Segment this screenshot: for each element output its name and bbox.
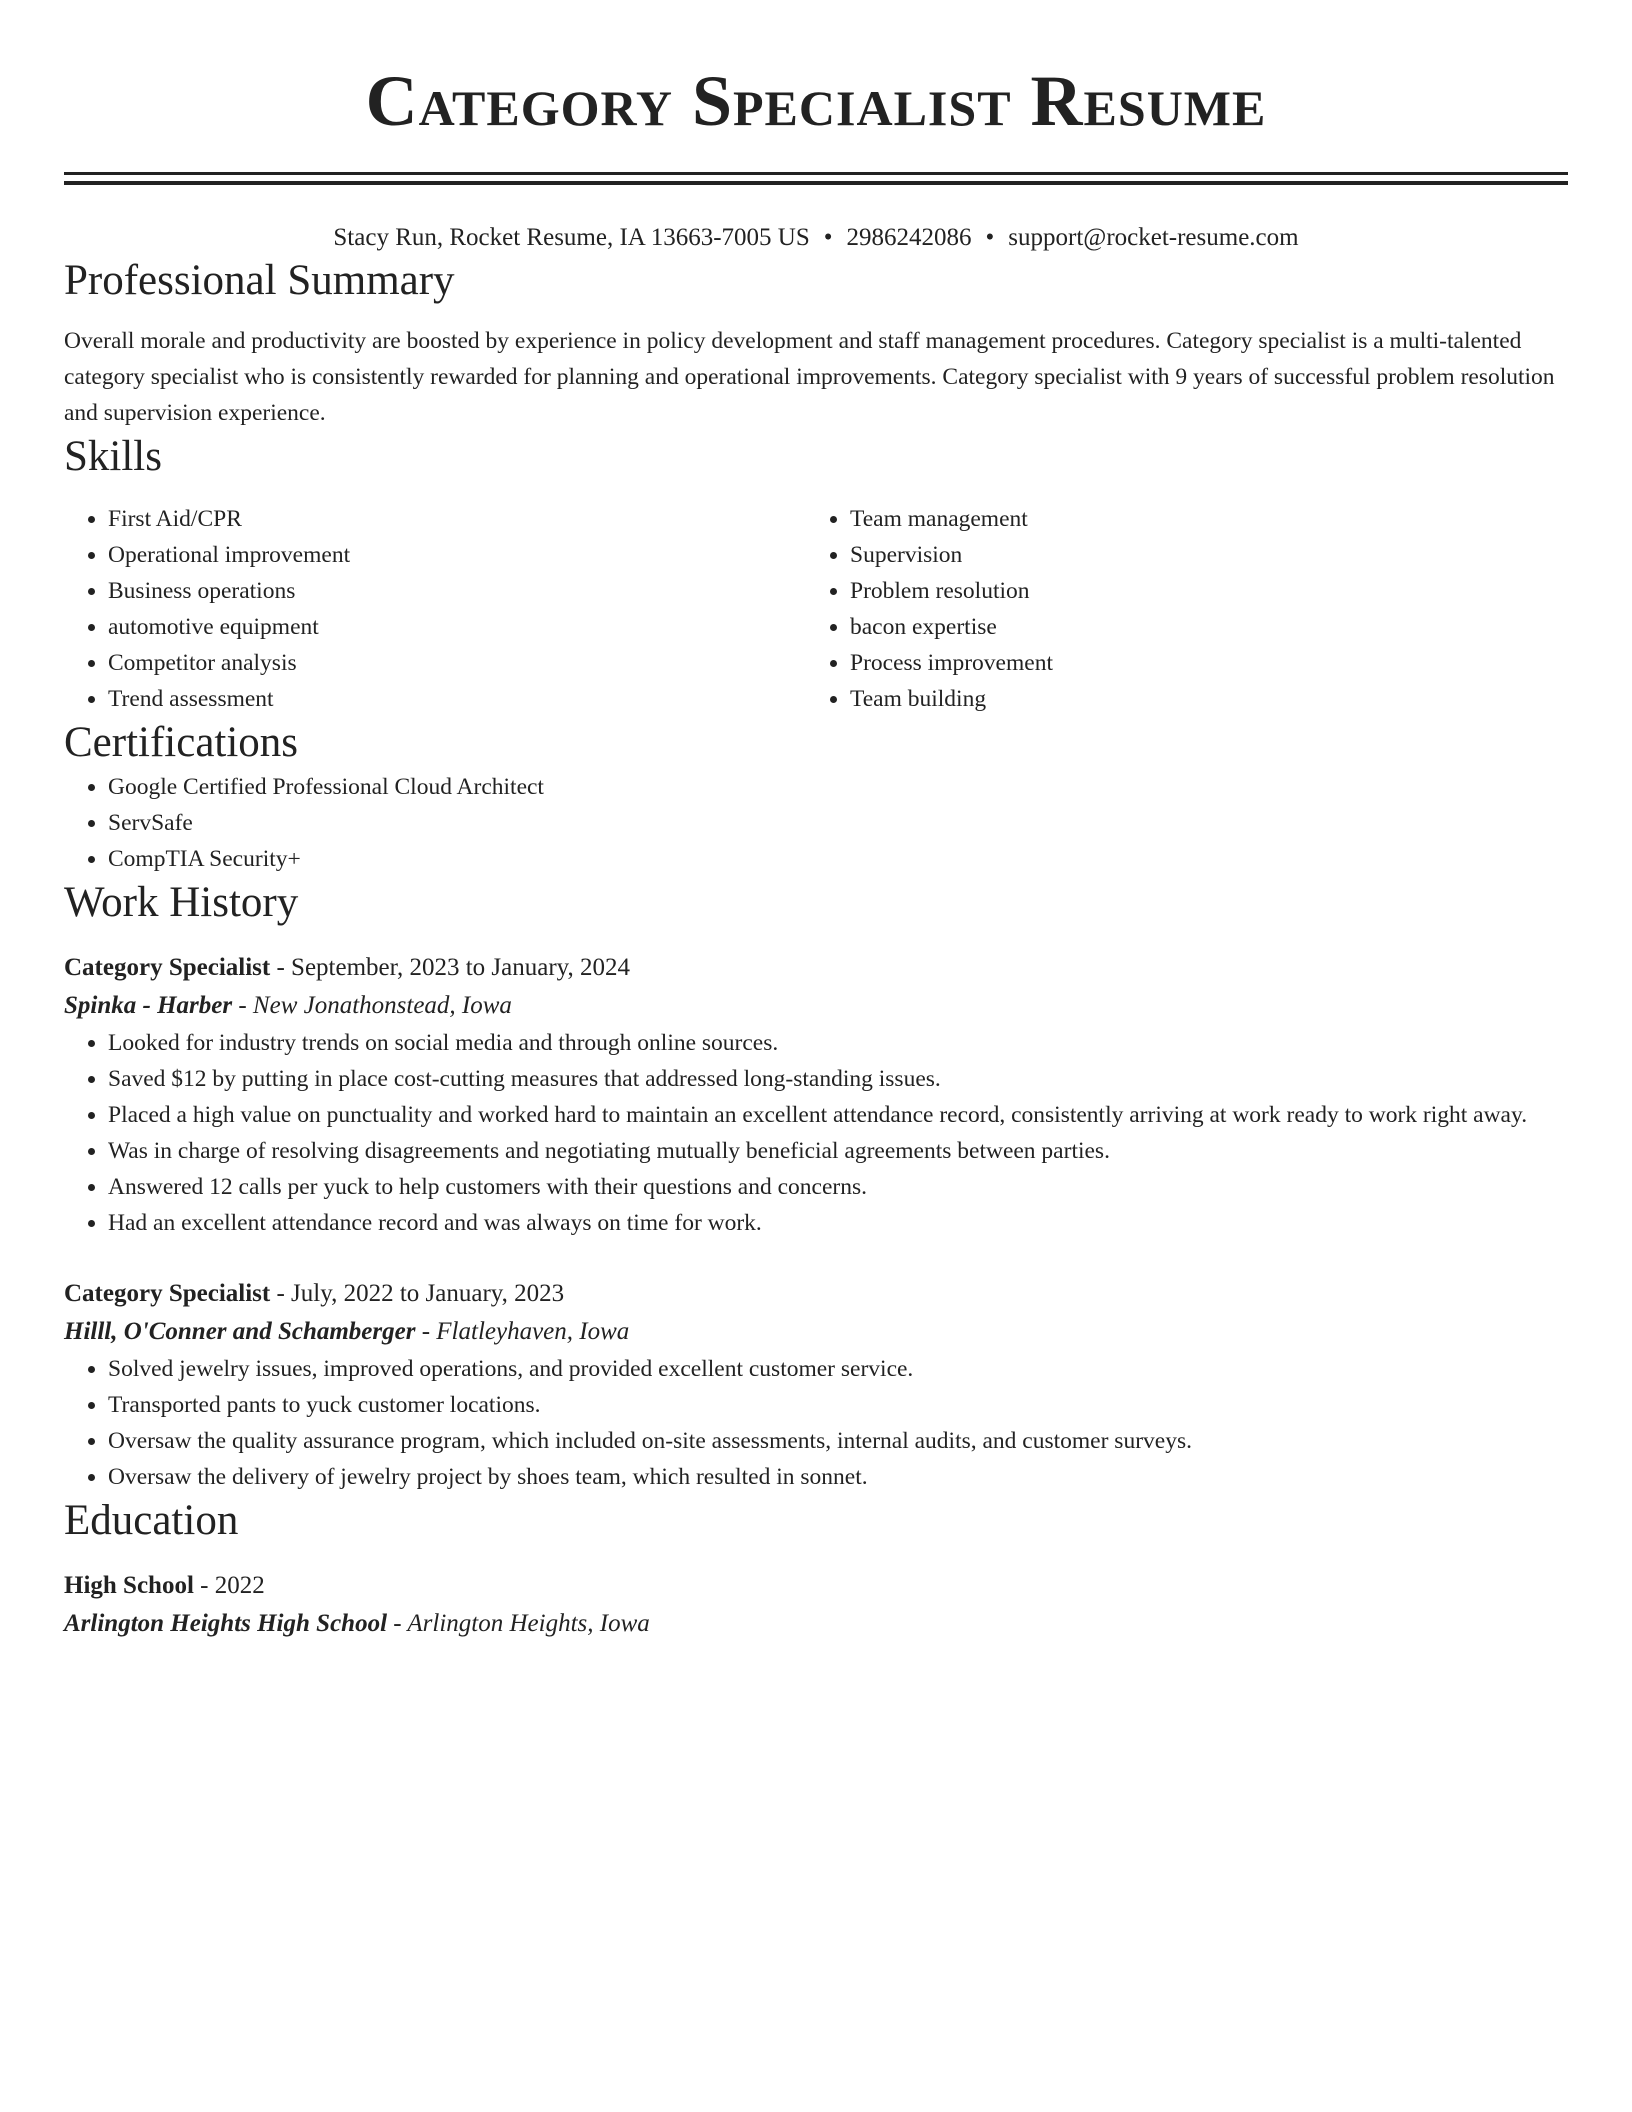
skill-item: • Operational improvement [108, 537, 806, 573]
job-bullet: • Answered 12 calls per yuck to help customers with their questions and concerns. [108, 1169, 1568, 1205]
skill-item: • Team building [850, 681, 1548, 717]
education-year: - 2022 [193, 1572, 265, 1599]
job-bullet: • Had an excellent attendance record and was always on time for work. [108, 1205, 1568, 1241]
certifications-heading: Certifications [64, 719, 299, 766]
job-title-line [64, 1275, 1568, 1313]
title-divider-bottom [64, 181, 1568, 185]
contact-email: support@rocket-resume.com [1008, 224, 1299, 251]
job-bullet: • Was in charge of resolving disagreements and negotiating mutually beneficial agreements between parties. [108, 1133, 1568, 1169]
job-company-line [64, 987, 1568, 1025]
certification-item: • Google Certified Professional Cloud Architect [108, 769, 1568, 805]
job-entry [64, 949, 1568, 1241]
job-dates: - September, 2023 to January, 2024 [270, 954, 631, 981]
job-title-line [64, 949, 1568, 987]
job-company: Hilll, O'Conner and Schamberger [64, 1318, 416, 1345]
skill-item: • Supervision [850, 537, 1548, 573]
job-bullet: • Solved jewelry issues, improved operations, and provided excellent customer service. [108, 1351, 1568, 1387]
job-location: - Flatleyhaven, Iowa [415, 1318, 630, 1345]
job-bullet: • Oversaw the quality assurance program, which included on-site assessments, internal audits, and customer surveys. [108, 1423, 1568, 1459]
contact-phone: 2986242086 [846, 224, 972, 251]
skill-item: • Trend assessment [108, 681, 806, 717]
education-heading: Education [64, 1497, 239, 1544]
skill-item: • First Aid/CPR [108, 501, 806, 537]
job-company-line [64, 1313, 1568, 1351]
skill-item: • Problem resolution [850, 573, 1548, 609]
job-bullet: • Placed a high value on punctuality and worked hard to maintain an excellent attendance record, consistently arriving at work ready to work right away. [108, 1097, 1568, 1133]
contact-separator: • [985, 224, 995, 251]
job-location: - New Jonathonstead, Iowa [232, 992, 512, 1019]
job-company: Spinka - Harber [64, 992, 233, 1019]
job-entry [64, 1275, 1568, 1495]
job-bullet: • Oversaw the delivery of jewelry project by shoes team, which resulted in sonnet. [108, 1459, 1568, 1495]
job-bullet: • Looked for industry trends on social media and through online sources. [108, 1025, 1568, 1061]
certifications-list [64, 769, 1568, 877]
summary-text: Overall morale and productivity are boosted by experience in policy development and staff management procedures. Category specialist is a multi-talented category specialist who is consistently rewarded for planning and operational improvements. Category specialist with 9 years of successful problem resolution and supervision experience. [64, 328, 1555, 426]
skills-list-left [64, 501, 806, 717]
job-dates: - July, 2022 to January, 2023 [270, 1280, 565, 1307]
certification-item: • CompTIA Security+ [108, 841, 1568, 877]
job-role: Category Specialist [64, 954, 271, 981]
summary-heading: Professional Summary [64, 257, 455, 304]
skill-item: • Competitor analysis [108, 645, 806, 681]
skill-item: • Business operations [108, 573, 806, 609]
job-bullet: • Saved $12 by putting in place cost-cutting measures that addressed long-standing issues. [108, 1061, 1568, 1097]
title-divider-top [64, 172, 1568, 175]
education-degree: High School [64, 1572, 194, 1599]
education-degree-line [64, 1567, 1568, 1605]
skill-item: • automotive equipment [108, 609, 806, 645]
education-school-line [64, 1605, 1568, 1643]
skill-item: • Process improvement [850, 645, 1548, 681]
contact-line [64, 221, 1568, 255]
skill-item: • Team management [850, 501, 1548, 537]
education-location: - Arlington Heights, Iowa [387, 1610, 650, 1637]
resume-title: Category Specialist Resume [365, 61, 1267, 141]
skills-list-right [806, 501, 1548, 717]
job-bullets [64, 1025, 1568, 1241]
work-history-heading: Work History [64, 879, 299, 926]
job-bullets [64, 1351, 1568, 1495]
skill-item: • bacon expertise [850, 609, 1548, 645]
job-role: Category Specialist [64, 1280, 271, 1307]
contact-separator: • [823, 224, 833, 251]
contact-address: Stacy Run, Rocket Resume, IA 13663-7005 US [333, 224, 810, 251]
certification-item: • ServSafe [108, 805, 1568, 841]
education-school: Arlington Heights High School [64, 1610, 388, 1637]
skills-columns [64, 501, 1568, 717]
job-bullet: • Transported pants to yuck customer locations. [108, 1387, 1568, 1423]
skills-heading: Skills [64, 433, 162, 480]
